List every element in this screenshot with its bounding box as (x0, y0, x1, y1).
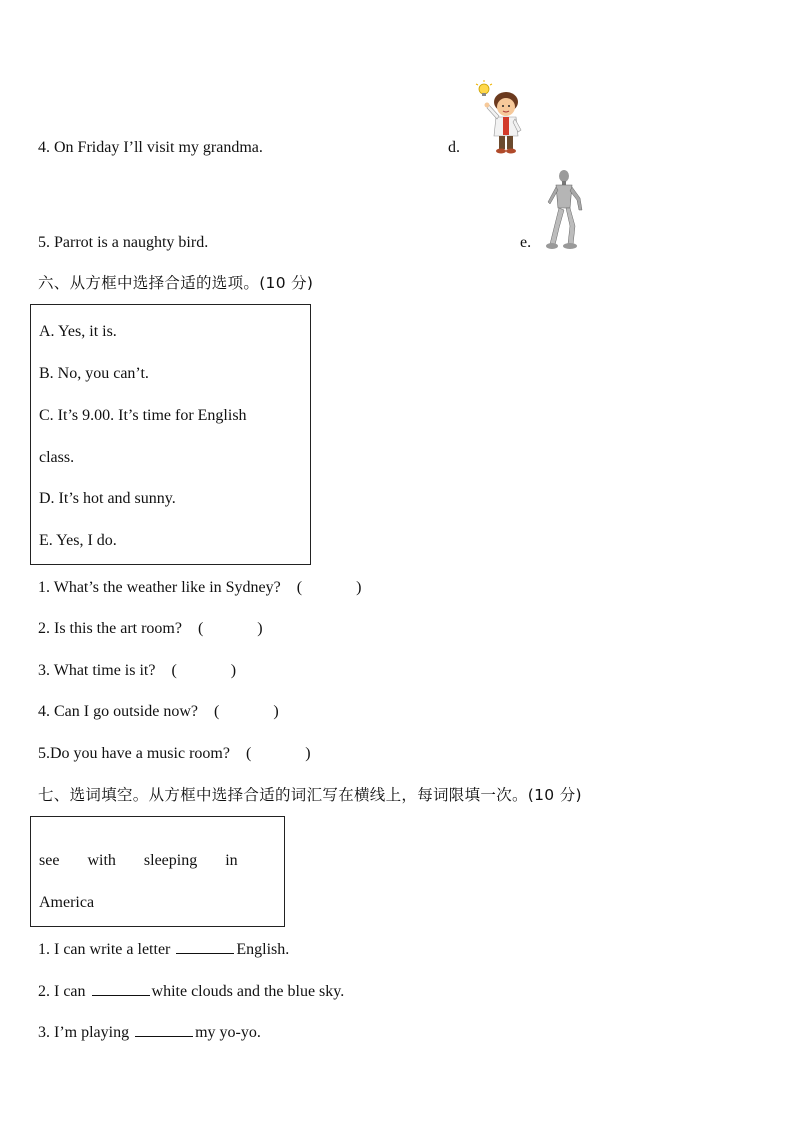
fill-blank[interactable] (176, 939, 234, 954)
word-see: see (39, 852, 60, 869)
word-bank-row-2 (39, 893, 94, 913)
question-1 (38, 578, 361, 598)
sentence-before: 2. I can (38, 983, 86, 1000)
answer-paren-open: ( (296, 579, 303, 596)
answer-paren-open: ( (213, 703, 220, 720)
word-bank-row-1 (39, 851, 262, 871)
option-c: C. It’s 9.00. It’s time for English (39, 407, 247, 424)
question-text: 3. What time is it? (38, 662, 156, 679)
fill-sentence-3 (38, 1022, 261, 1043)
answer-paren-close: ) (356, 579, 362, 596)
word-in: in (225, 852, 238, 869)
answer-paren-close: ) (257, 620, 263, 637)
answer-paren-open: ( (245, 745, 252, 762)
match-option-d: d. (448, 139, 460, 156)
section-6-heading: 六、从方框中选择合适的选项。(10 分) (38, 274, 314, 292)
match-sentence-5: 5. Parrot is a naughty bird. (38, 234, 209, 251)
word-with: with (87, 852, 116, 869)
sentence-after: English. (236, 941, 290, 958)
option-b: B. No, you can’t. (39, 365, 149, 382)
question-4 (38, 702, 279, 722)
fill-blank[interactable] (92, 981, 150, 996)
option-e: E. Yes, I do. (39, 532, 117, 549)
section-7-heading: 七、选词填空。从方框中选择合适的词汇写在横线上，每词限填一次。(10 分) (38, 786, 582, 804)
answer-paren-close: ) (230, 662, 237, 679)
sentence-after: my yo-yo. (195, 1024, 261, 1041)
boy-with-lightbulb-idea-picture (470, 80, 532, 156)
word-america: America (39, 894, 95, 911)
question-text: 5.Do you have a music room? (38, 745, 230, 762)
fill-sentence-2 (38, 981, 344, 1002)
question-3 (38, 661, 236, 681)
section-7-word-box (30, 816, 285, 927)
match-option-e: e. (520, 234, 532, 251)
sentence-after: white clouds and the blue sky. (151, 983, 345, 1000)
answer-paren-open: ( (197, 620, 204, 637)
sentence-before: 3. I’m playing (38, 1024, 130, 1041)
fill-blank[interactable] (135, 1022, 193, 1037)
answer-paren-close: ) (305, 745, 311, 762)
fill-sentence-1 (38, 939, 289, 960)
answer-paren-close: ) (273, 703, 279, 720)
word-sleeping: sleeping (143, 852, 198, 869)
question-text: 2. Is this the art room? (38, 620, 182, 637)
question-2 (38, 619, 263, 639)
match-sentence-4: 4. On Friday I’ll visit my grandma. (38, 139, 263, 156)
question-text: 1. What’s the weather like in Sydney? (38, 579, 281, 596)
option-d: D. It’s hot and sunny. (39, 490, 176, 507)
section-6-options-box (30, 304, 311, 565)
question-text: 4. Can I go outside now? (38, 703, 198, 720)
lightbulb-icon (476, 80, 492, 96)
option-a: A. Yes, it is. (39, 323, 117, 340)
option-c-continued: class. (39, 449, 75, 466)
sentence-before: 1. I can write a letter (38, 941, 171, 958)
answer-paren-open: ( (171, 662, 177, 679)
question-5 (38, 744, 311, 764)
walking-robot-picture (540, 168, 588, 250)
